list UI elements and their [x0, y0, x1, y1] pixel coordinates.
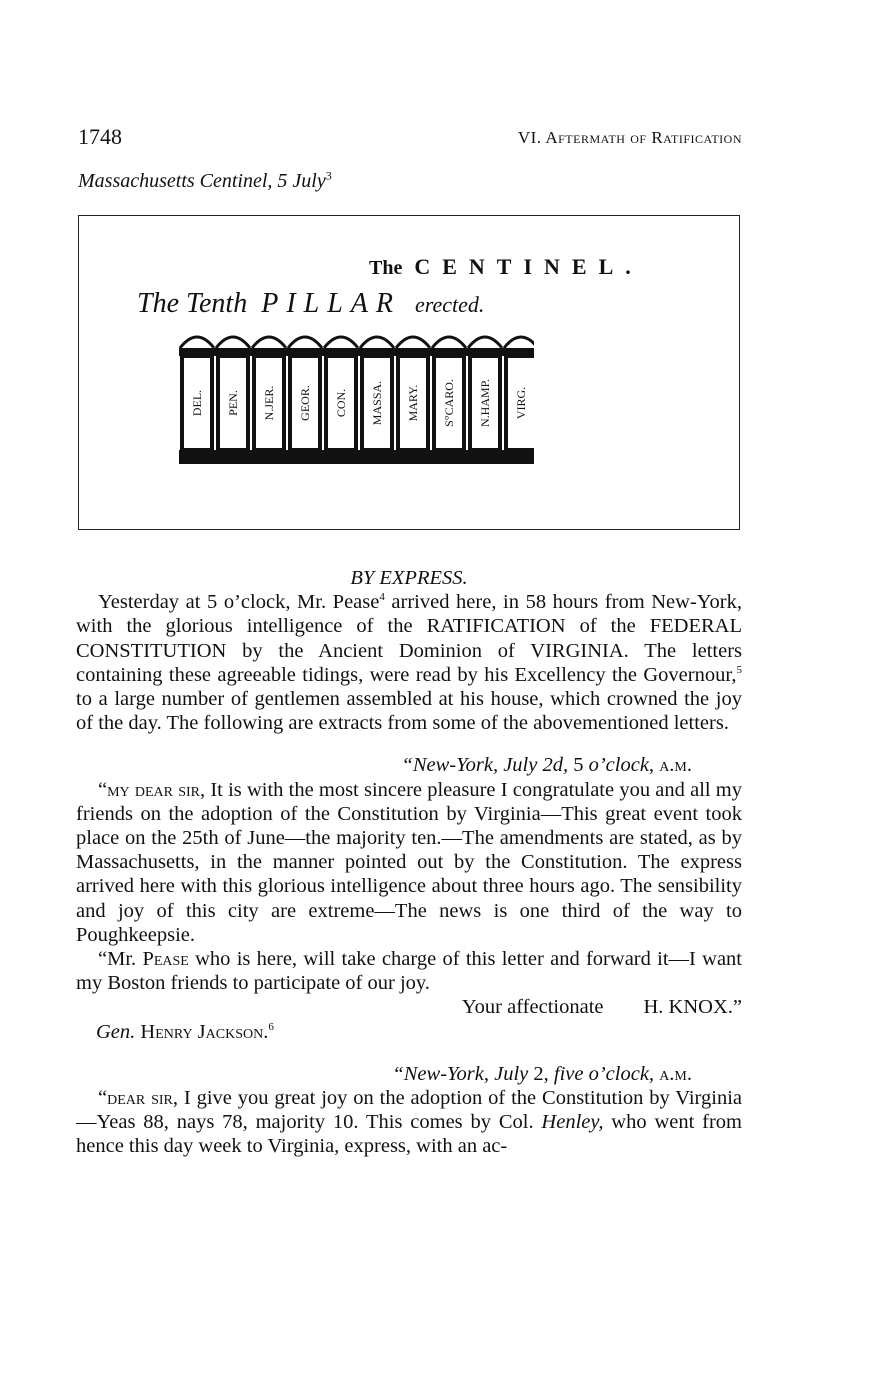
pillar-label: VIRG. — [514, 386, 528, 420]
pillars-illustration — [174, 326, 534, 486]
dateline1-am: a.m. — [654, 754, 692, 777]
pillar-label: MARY. — [406, 384, 420, 422]
figure-subtitle-pre: The Tenth — [137, 288, 248, 319]
page-number: 1748 — [78, 124, 122, 149]
dateline2-day: 2, — [528, 1062, 554, 1085]
footnote-6: 6 — [268, 1020, 274, 1033]
letter1-salutation: “my dear sir, — [98, 778, 206, 801]
pillar — [179, 337, 215, 464]
source-title: Massachusetts Centinel, 5 July — [78, 170, 326, 192]
pillar-label: N.HAMP. — [478, 378, 492, 428]
addressee-title: Gen. — [96, 1020, 136, 1043]
pillar — [251, 337, 287, 464]
dateline2-place: “New-York, July — [392, 1062, 529, 1085]
letter2-text-b: who went from hence this day week to Virginia, express, with an ac- — [76, 1111, 742, 1158]
article-heading: BY EXPRESS. — [350, 567, 468, 589]
centinel-pillars-figure — [78, 215, 740, 530]
dateline-2 — [76, 1062, 742, 1086]
footnote-4: 4 — [379, 591, 385, 604]
letter1-p2-b: who is here, will take charge of this letter and forward it—I want my Boston friends to participate of our joy. — [76, 948, 742, 995]
pillar-label: DEL. — [190, 389, 204, 417]
paragraph-1 — [76, 590, 742, 735]
pillar-label: CON. — [334, 388, 348, 418]
pillar — [467, 337, 503, 464]
dateline2-hour: five o’clock, — [553, 1062, 655, 1085]
addressee — [76, 1020, 742, 1044]
pillar-label: GEOR. — [298, 385, 312, 421]
letter-1-paragraph-2 — [76, 947, 742, 995]
pillar-label: MASSA. — [370, 380, 384, 426]
letter-2-paragraph-1 — [76, 1086, 742, 1159]
dateline1-hour: 5 — [568, 754, 589, 777]
pillar-label: N.JER. — [262, 385, 276, 421]
para1-text-b: arrived here, in 58 hours from New-York, with the glorious intelligence of the RATIFICATION of the FEDERAL CONSTITUTION by the Ancient Dominion of VIRGINIA. The letters containing these agreeable tidings, were read by his Excellency the Governour, — [76, 591, 742, 686]
signoff — [76, 995, 742, 1019]
pillar — [395, 337, 431, 464]
figure-title — [369, 254, 643, 280]
dateline-1 — [76, 753, 742, 777]
figure-subtitle-post: erected. — [415, 292, 485, 317]
pillar — [323, 337, 359, 464]
letter1-p2-a: “Mr. — [98, 948, 143, 971]
para1-text-a: Yesterday at 5 o’clock, Mr. Pease — [98, 591, 380, 614]
letter2-text-a: I give you great joy on the adoption of the Constitution by Virginia—Yeas 88, nays 78, majority 10. This comes by Col. — [76, 1087, 742, 1134]
closing: Your affectionate — [461, 996, 604, 1019]
dateline1-place: “New-York, July 2d, — [401, 754, 569, 777]
source-line — [78, 170, 332, 193]
figure-title-centinel: CENTINEL. — [414, 254, 643, 279]
letter-1-paragraph-1 — [76, 778, 742, 947]
figure-title-the: The — [369, 257, 403, 279]
letter2-salutation: “dear sir, — [98, 1087, 178, 1110]
para1-text-c: to a large number of gentlemen assembled at his house, which crowned the joy of the day. The following are extracts from some of the abovementioned letters. — [76, 688, 742, 735]
pillar — [359, 337, 395, 464]
pillar — [287, 337, 323, 464]
addressee-name: Henry Jackson. — [135, 1020, 269, 1043]
pillar-label: S°CARO. — [442, 379, 456, 427]
pillar — [503, 337, 534, 464]
running-head: VI. Aftermath of Ratification — [517, 128, 742, 147]
article-body — [76, 566, 742, 1159]
pillar — [215, 337, 251, 464]
dateline1-oclock: o’clock, — [588, 754, 655, 777]
figure-subtitle-pillar: PILLAR — [261, 288, 401, 319]
footnote-5: 5 — [736, 663, 742, 676]
figure-subtitle — [137, 288, 484, 320]
dateline2-am: a.m. — [654, 1062, 692, 1085]
signature: H. KNOX.” — [643, 996, 742, 1019]
letter2-name: Henley, — [541, 1111, 604, 1134]
pillar-label: PEN. — [226, 390, 240, 416]
pillar — [431, 337, 467, 464]
letter1-text: It is with the most sincere pleasure I congratulate you and all my friends on the adoption of the Constitution by Virginia—This great event took place on the 25th of June—the majority ten.—The amendments are stated, as by Massachusetts, in the manner pointed out by the Constitution. The express arrived here with this glorious intelligence about three hours ago. The sensibility and joy of this city are extreme—The news is one third of the way to Poughkeepsie. — [76, 778, 742, 946]
letter1-p2-name: Pease — [142, 948, 189, 971]
source-footnote-marker: 3 — [325, 168, 332, 183]
